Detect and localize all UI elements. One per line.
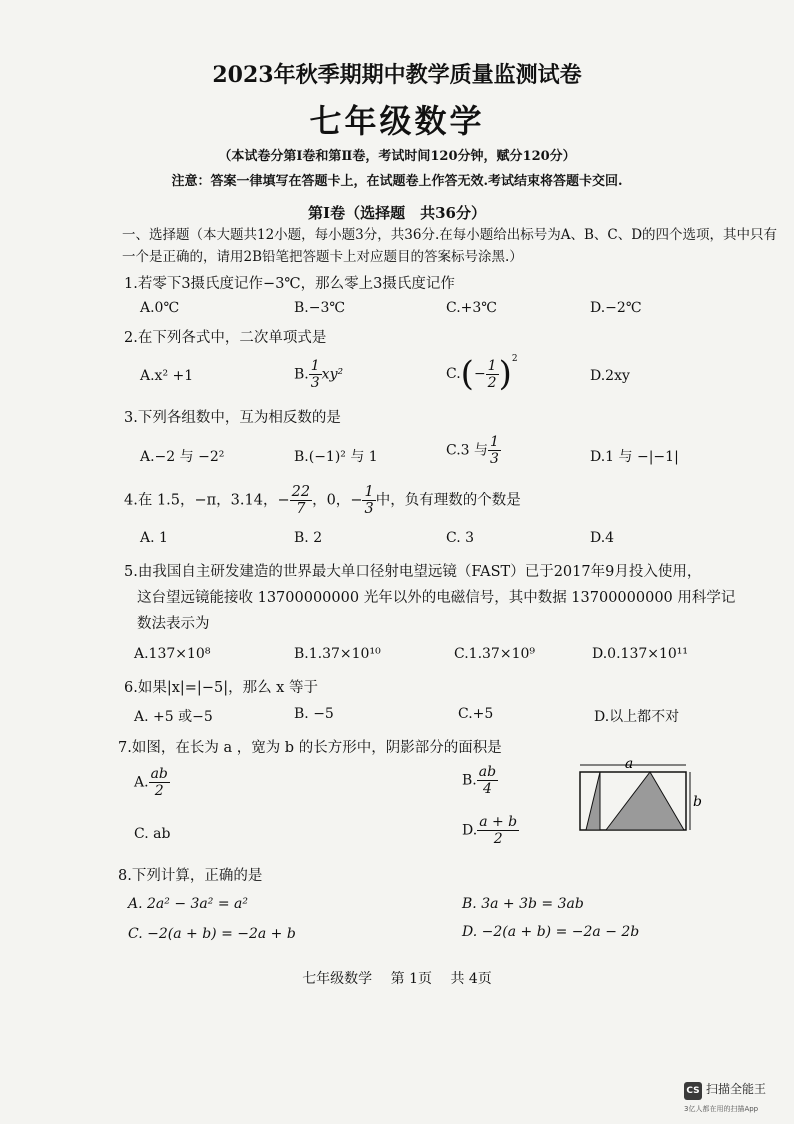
fraction-numerator: 1 (487, 357, 497, 374)
question-3-stem: 3.下列各组数中，互为相反数的是 (124, 410, 341, 426)
fraction-denominator: 2 (493, 831, 503, 847)
fraction-denominator: 3 (490, 451, 499, 467)
left-paren: ( (460, 354, 474, 394)
exam-info: （本试卷分第Ⅰ卷和第Ⅱ卷，考试时间120分钟，赋分120分） (218, 149, 576, 164)
question-1-option-a: A.0℃ (140, 300, 180, 316)
question-5-line-3: 数法表示为 (137, 616, 210, 632)
fraction-denominator: 3 (364, 501, 374, 517)
question-5-option-c: C.1.37×10⁹ (454, 646, 535, 662)
question-1-option-d: D.−2℃ (590, 300, 642, 316)
option-a-prefix: A. (134, 774, 149, 791)
question-6-option-b: B. −5 (294, 706, 334, 722)
question-1-option-b: B.−3℃ (294, 300, 346, 316)
question-8-option-d: D. −2(a + b) = −2a − 2b (462, 924, 640, 940)
option-b-prefix: B. (462, 772, 477, 789)
shaded-small-triangle (586, 772, 600, 830)
question-1-stem: 1.若零下3摄氏度记作−3℃，那么零上3摄氏度记作 (124, 276, 455, 292)
option-d-prefix: D. (462, 822, 478, 839)
question-7-option-a (134, 766, 170, 799)
label-b: b (693, 794, 702, 810)
minus-sign: − (350, 492, 363, 509)
fraction-numerator: 1 (364, 484, 374, 500)
fraction-numerator: ab (150, 766, 168, 782)
section-title: 第Ⅰ卷（选择题 共36分） (308, 204, 486, 222)
question-4-stem (124, 484, 521, 517)
question-8-option-b: B. 3a + 3b = 3ab (462, 896, 584, 912)
question-5-option-b: B.1.37×10¹⁰ (294, 646, 381, 662)
option-c-prefix: C. (446, 366, 461, 382)
fraction-denominator: 4 (482, 781, 492, 797)
right-paren: ) (498, 354, 512, 394)
question-5-option-d: D.0.137×10¹¹ (592, 646, 689, 662)
question-8-option-a: A. 2a² − 3a² = a² (128, 896, 248, 912)
question-3-option-a: A.−2 与 −2² (140, 449, 225, 465)
question-8-option-c: C. −2(a + b) = −2a + b (128, 926, 296, 942)
option-c-prefix: C.3 与 (446, 442, 489, 459)
subject-title: 七年级数学 (309, 102, 485, 140)
watermark-subtitle: 3亿人都在用的扫描App (684, 1105, 759, 1113)
question-2-stem: 2.在下列各式中，二次单项式是 (124, 330, 327, 346)
question-3-option-b: B.(−1)² 与 1 (294, 449, 378, 465)
label-a: a (624, 756, 634, 772)
fraction-denominator: 7 (296, 501, 306, 517)
question-8-stem: 8.下列计算，正确的是 (118, 868, 263, 884)
shaded-large-triangle (606, 772, 684, 830)
question-7-option-d (462, 814, 519, 847)
fraction (486, 358, 499, 391)
fraction (290, 484, 312, 517)
question-5-line-1: 5.由我国自主研发建造的世界最大单口径射电望远镜（FAST）已于2017年9月投入使用， (124, 564, 702, 580)
fraction-numerator: a + b (479, 814, 518, 830)
question-6-option-d: D.以上都不对 (594, 709, 680, 725)
fraction-denominator: 2 (154, 783, 164, 799)
question-4-option-d: D.4 (590, 530, 615, 546)
question-2-option-c (446, 354, 518, 394)
stem-prefix: 4.在 1.5，−π，3.14， (124, 492, 278, 509)
fraction-numerator: 22 (291, 484, 311, 500)
fraction-numerator: ab (478, 764, 497, 780)
fraction (362, 484, 375, 517)
fraction-numerator: 1 (490, 434, 499, 450)
option-b-suffix: xy² (321, 366, 344, 383)
fraction-denominator: 2 (487, 374, 497, 391)
stem-suffix: 中，负有理数的个数是 (375, 492, 521, 509)
question-5-option-a: A.137×10⁸ (134, 646, 211, 662)
question-6-option-a: A. +5 或−5 (134, 709, 213, 725)
fraction (309, 358, 322, 391)
question-3-option-d: D.1 与 −|−1| (590, 449, 679, 465)
stem-middle: ，0， (312, 492, 351, 509)
question-2-option-a: A.x² +1 (140, 368, 194, 384)
fraction-denominator: 3 (310, 375, 320, 391)
question-7-option-b (462, 764, 498, 797)
option-b-prefix: B. (294, 366, 309, 383)
fraction-numerator: 1 (310, 358, 320, 374)
camscanner-logo-icon: CS (684, 1082, 702, 1100)
question-6-option-c: C.+5 (458, 706, 494, 722)
question-2-option-d: D.2xy (590, 368, 630, 384)
question-2-option-b (294, 358, 343, 391)
watermark-name: 扫描全能王 (706, 1082, 767, 1096)
question-7-option-c: C. ab (134, 826, 171, 842)
fraction (149, 766, 170, 799)
fraction (477, 764, 498, 797)
page-footer: 七年级数学 第 1页 共 4页 (302, 971, 492, 987)
question-5-line-2: 这台望远镜能接收 13700000000 光年以外的电磁信号，其中数据 13700000000 用科学记 (137, 590, 736, 606)
question-7-stem: 7.如图，在长为 a ，宽为 b 的长方形中，阴影部分的面积是 (118, 740, 502, 756)
minus-sign: − (277, 492, 290, 509)
question-4-option-a: A. 1 (140, 530, 168, 546)
exam-note: 注意：答案一律填写在答题卡上，在试题卷上作答无效.考试结束将答题卡交回. (171, 174, 623, 189)
question-4-option-b: B. 2 (294, 530, 323, 546)
question-6-stem: 6.如果|x|=|−5|，那么 x 等于 (124, 680, 318, 696)
fraction (488, 434, 501, 467)
exam-title: 2023年秋季期期中教学质量监测试卷 (212, 62, 582, 88)
exponent: 2 (511, 354, 518, 364)
minus-sign: − (473, 366, 486, 382)
rectangle-figure (576, 756, 702, 834)
fraction (477, 814, 519, 847)
question-3-option-c (446, 434, 501, 467)
question-1-option-c: C.+3℃ (446, 300, 497, 316)
section-intro: 一、选择题（本大题共12小题，每小题3分，共36分.在每小题给出标号为A、B、C、D的四个选项，其中只有一个是正确的，请用2B铅笔把答题卡上对应题目的答案标号涂黑.） (122, 227, 778, 265)
question-4-option-c: C. 3 (446, 530, 475, 546)
scanner-watermark (684, 1080, 766, 1100)
